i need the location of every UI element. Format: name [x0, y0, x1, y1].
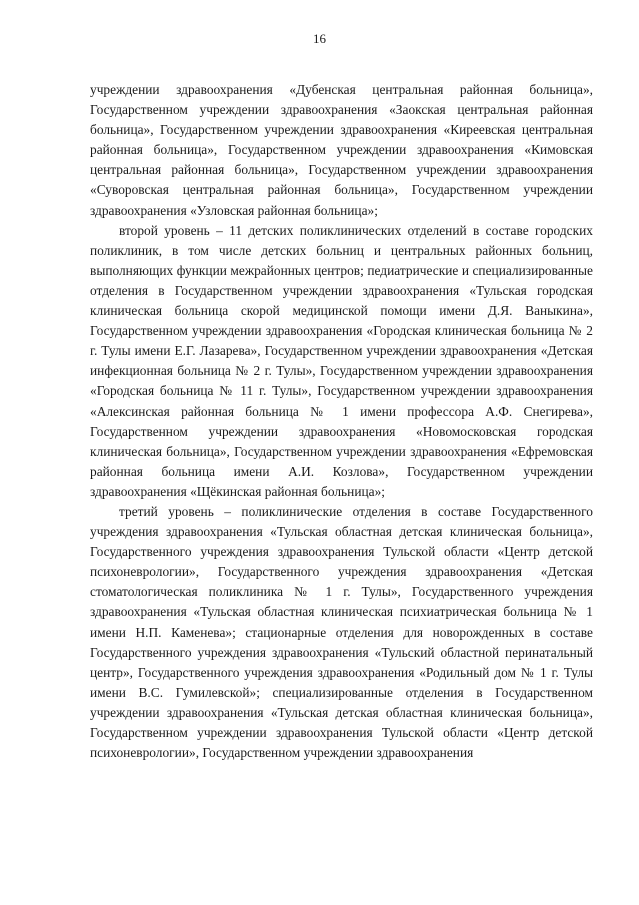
paragraph-third-level: третий уровень – поликлинические отделения в составе Государственного учреждения здравоохранения «Тульская областная детская клиническая больница», Государственного учреждения здравоохранения Тульской области «Центр детской психоневрологии», Государственного учреждения здравоохранения «Детская стоматологическая поликлиника № 1 г. Тулы», Государственного учреждения здравоохранения «Тульская областная клиническая психиатрическая больница № 1 имени Н.П. Каменева»; стационарные отделения для новорожденных в составе Государственного учреждения здравоохранения «Тульский областной перинатальный центр», Государственного учреждения здравоохранения «Родильный дом № 1 г. Тулы имени В.С. Гумилевской»; специализированные отделения в Государственном учреждении здравоохранения «Тульская детская областная клиническая больница», Государственном учреждении здравоохранения Тульской области «Центр детской психоневрологии», Государственном учреждении здравоохранения	[90, 503, 593, 761]
page-number: 16	[313, 31, 326, 46]
document-body	[90, 80, 593, 763]
paragraph-second-level: второй уровень – 11 детских поликлинических отделений в составе городских поликлиник, в том числе детских больниц и центральных районных больниц, выполняющих функции межрайонных центров; педиатрические и специализированные отделения в Государственном учреждении здравоохранения «Тульская городская клиническая больница скорой медицинской помощи имени Д.Я. Ваныкина», Государственном учреждении здравоохранения «Городская клиническая больница № 2 г. Тулы имени Е.Г. Лазарева», Государственном учреждении здравоохранения «Детская инфекционная больница № 2 г. Тулы», Государственном учреждении здравоохранения «Городская больница № 11 г. Тулы», Государственном учреждении здравоохранения «Алексинская районная больница № 1 имени профессора А.Ф. Снегирева», Государственном учреждении здравоохранения «Новомосковская городская клиническая больница», Государственном учреждении здравоохранения «Ефремовская районная больница имени А.И. Козлова», Государственном учреждении здравоохранения «Щёкинская районная больница»;	[90, 222, 593, 499]
paragraph-continuation: учреждении здравоохранения «Дубенская центральная районная больница», Государственном учреждении здравоохранения «Заокская центральная районная больница», Государственном учреждении здравоохранения «Киреевская центральная районная больница», Государственном учреждении здравоохранения «Кимовская центральная районная больница», Государственном учреждении здравоохранения «Суворовская центральная районная больница», Государственном учреждении здравоохранения «Узловская районная больница»;	[90, 82, 593, 218]
